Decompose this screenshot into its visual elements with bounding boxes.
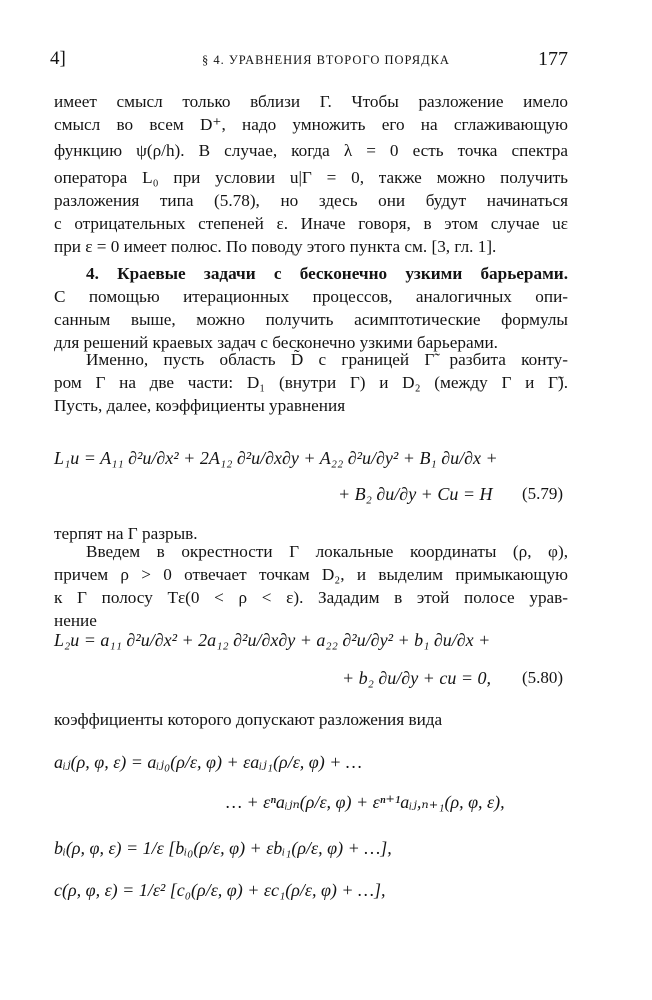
text-line: ром Γ на две части: D₁ (внутри Γ) и D₂ (между Γ и Γ̃). (54, 373, 568, 392)
text-line: Введем в окрестности Γ локальные координаты (ρ, φ), (86, 542, 568, 561)
expansion-b: bᵢ(ρ, φ, ε) = 1/ε [bᵢ₀(ρ/ε, φ) + εbᵢ₁(ρ/ε, φ) + …], (54, 838, 392, 858)
expansion-a-line-1: aᵢⱼ(ρ, φ, ε) = aᵢⱼ₀(ρ/ε, φ) + εaᵢⱼ₁(ρ/ε, φ) + … (54, 752, 362, 772)
equation-5-79-line-1: L₁u = A₁₁ ∂²u/∂x² + 2A₁₂ ∂²u/∂x∂y + A₂₂ ∂²u/∂y² + B₁ ∂u/∂x + (54, 448, 498, 468)
text-line: Пусть, далее, коэффициенты уравнения (54, 396, 346, 415)
text-line: функцию ψ(ρ/h). В случае, когда λ = 0 есть точка спектра (54, 141, 568, 160)
text-line: с отрицательных степеней ε. Иначе говоря, в этом случае uε (54, 214, 568, 233)
text-line: разложения типа (5.78), но здесь они будут начинаться (54, 191, 568, 210)
equation-number-5-79: (5.79) (522, 484, 564, 503)
section-title: § 4. УРАВНЕНИЯ ВТОРОГО ПОРЯДКА (202, 53, 450, 67)
text-line: для решений краевых задач с бесконечно узкими барьерами. (54, 333, 498, 352)
expansion-a-line-2: … + εⁿaᵢⱼₙ(ρ/ε, φ) + εⁿ⁺¹aᵢⱼ,ₙ₊₁(ρ, φ, ε), (226, 792, 505, 812)
text-line: смысл во всем D⁺, надо умножить его на сглаживающую (54, 115, 568, 134)
text-line: коэффициенты которого допускают разложения вида (54, 710, 443, 729)
text-line: к Γ полосу Tε(0 < ρ < ε). Зададим в этой полосе урав- (54, 588, 568, 607)
text-line: имеет смысл только вблизи Γ. Чтобы разложение имело (54, 92, 568, 111)
text-line: при ε = 0 имеет полюс. По поводу этого пункта см. [3, гл. 1]. (54, 237, 497, 256)
text-line: санным выше, можно получить асимптотические формулы (54, 310, 568, 329)
text-line: Именно, пусть область D̃ с границей Γ̃ разбита конту- (86, 350, 568, 369)
expansion-c: c(ρ, φ, ε) = 1/ε² [c₀(ρ/ε, φ) + εc₁(ρ/ε, φ) + …], (54, 880, 386, 900)
text-line: С помощью итерационных процессов, аналогичных опи- (54, 287, 568, 306)
equation-5-79-line-2: + B₂ ∂u/∂y + Cu = H (338, 484, 493, 504)
paragraph-2 (54, 262, 568, 354)
equation-5-80-line-1: L₂u = a₁₁ ∂²u/∂x² + 2a₁₂ ∂²u/∂x∂y + a₂₂ ∂²u/∂y² + b₁ ∂u/∂x + (54, 630, 491, 650)
paragraph-3 (54, 348, 568, 417)
paragraph-1 (54, 90, 568, 258)
page-number: 177 (538, 48, 568, 70)
text-line: нение (54, 611, 97, 630)
text-line: терпят на Γ разрыв. (54, 524, 198, 543)
subsection-heading: 4. Краевые задачи с бесконечно узкими барьерами. (86, 264, 568, 283)
paragraph-6 (54, 708, 568, 731)
equation-5-80-line-2: + b₂ ∂u/∂y + cu = 0, (342, 668, 491, 688)
text-line: оператора L₀ при условии u|Γ = 0, также можно получить (54, 168, 568, 187)
chapter-number: 4] (50, 48, 66, 69)
text-line: причем ρ > 0 отвечает точкам D₂, и выделим примыкающую (54, 565, 568, 584)
paragraph-5 (54, 540, 568, 632)
equation-number-5-80: (5.80) (522, 668, 564, 687)
